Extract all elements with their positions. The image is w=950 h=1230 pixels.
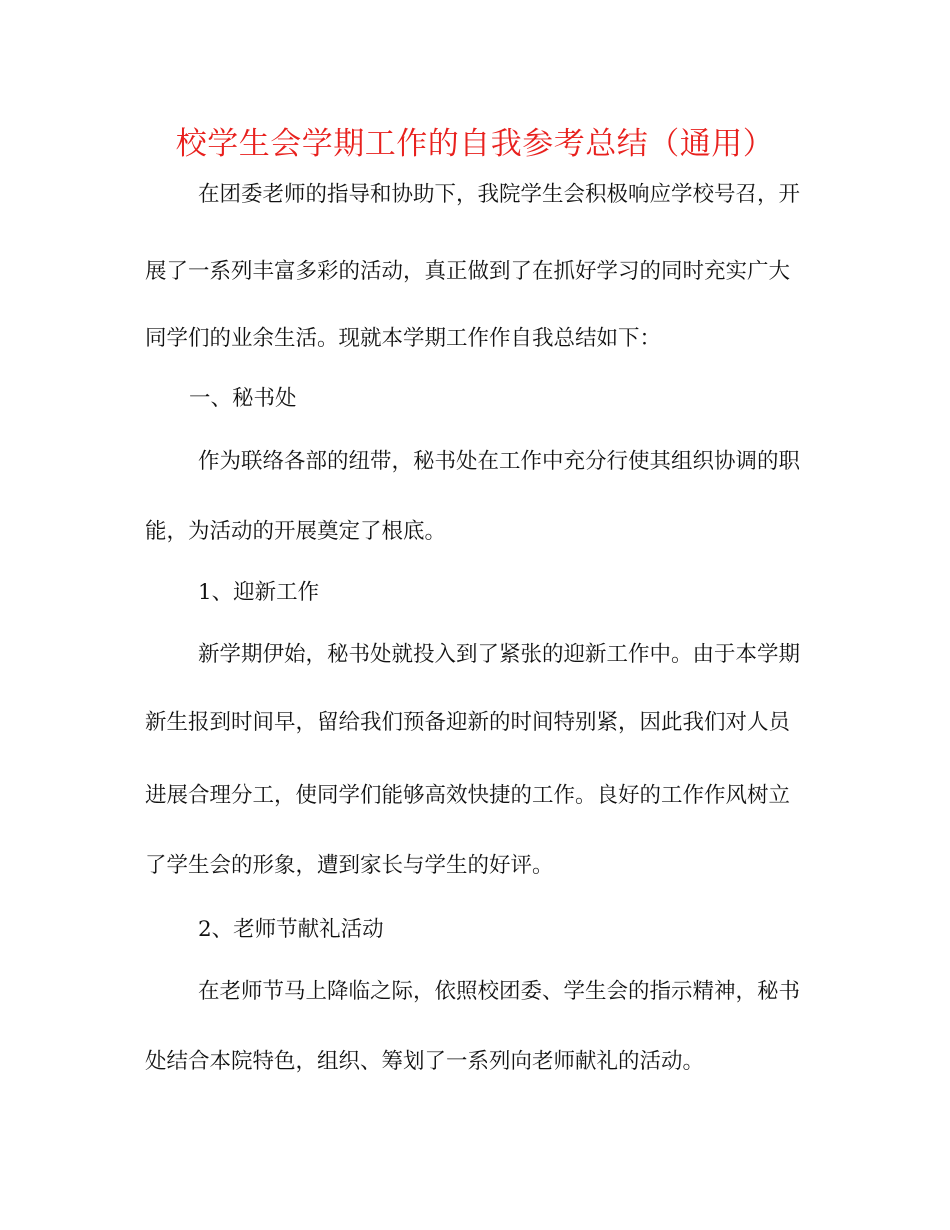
paragraph-line: 同学们的业余生活。现就本学期工作作自我总结如下： [145, 326, 662, 351]
paragraph-line: 进展合理分工，使同学们能够高效快捷的工作。良好的工作作风树立 [145, 783, 791, 808]
document-title: 校学生会学期工作的自我参考总结（通用） [175, 126, 775, 162]
paragraph-line: 展了一系列丰富多彩的活动，真正做到了在抓好学习的同时充实广大 [145, 259, 791, 284]
paragraph-line: 新学期伊始，秘书处就投入到了紧张的迎新工作中。由于本学期 [198, 642, 801, 667]
subsection-heading: 1、迎新工作 [198, 580, 320, 605]
subsection-heading: 2、老师节献礼活动 [198, 917, 384, 942]
paragraph-line: 新生报到时间早，留给我们预备迎新的时间特别紧，因此我们对人员 [145, 710, 791, 735]
paragraph-line: 在老师节马上降临之际，依照校团委、学生会的指示精神，秘书 [198, 979, 801, 1004]
paragraph-line: 了学生会的形象，遭到家长与学生的好评。 [145, 853, 554, 878]
section-heading: 一、秘书处 [189, 386, 297, 411]
paragraph-line: 作为联络各部的纽带，秘书处在工作中充分行使其组织协调的职 [198, 449, 801, 474]
paragraph-line: 处结合本院特色，组织、筹划了一系列向老师献礼的活动。 [145, 1049, 705, 1074]
paragraph-line: 在团委老师的指导和协助下，我院学生会积极响应学校号召，开 [198, 182, 801, 207]
paragraph-line: 能，为活动的开展奠定了根底。 [145, 519, 447, 544]
